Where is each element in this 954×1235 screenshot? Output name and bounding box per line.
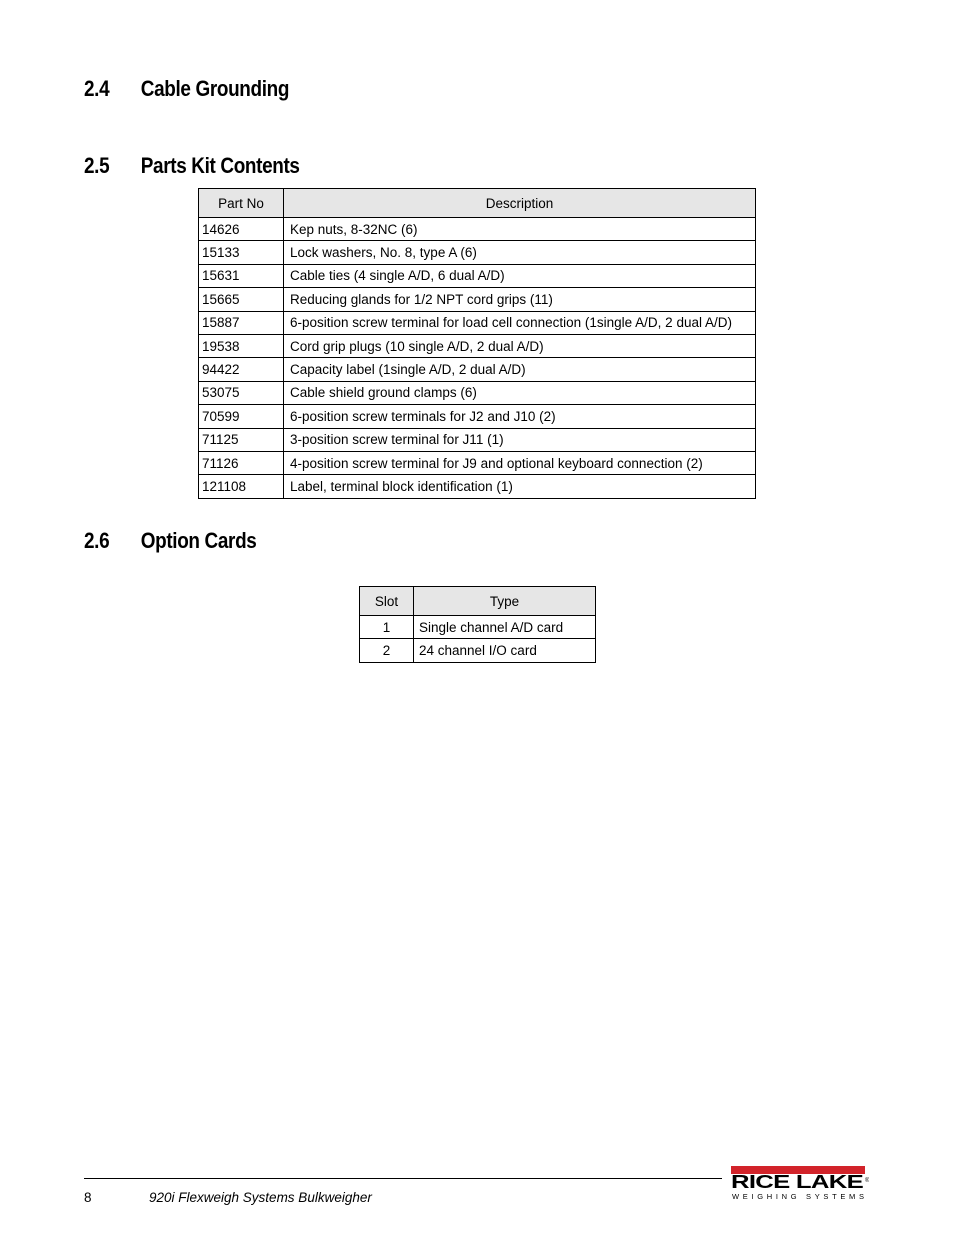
- column-header-slot: Slot: [360, 587, 414, 616]
- logo-wordmark: RICE LAKE: [731, 1172, 864, 1192]
- table-cell-key: 53075: [199, 381, 284, 404]
- option-cards-table: [359, 586, 596, 663]
- table-header-row: [199, 189, 756, 218]
- page-number: 8: [84, 1190, 92, 1205]
- table-row: [199, 218, 756, 241]
- table-header-row: [360, 587, 596, 616]
- section-heading-2-6: [84, 528, 256, 554]
- table-cell-key: 19538: [199, 334, 284, 357]
- column-header-part-no: Part No: [199, 189, 284, 218]
- section-title: Option Cards: [140, 528, 257, 553]
- section-title: Cable Grounding: [140, 76, 290, 101]
- rice-lake-logo: [729, 1166, 869, 1202]
- section-heading-2-4: [84, 76, 289, 102]
- table-row: [199, 405, 756, 428]
- table-cell-key: 2: [360, 639, 414, 662]
- section-number: 2.4: [84, 76, 110, 101]
- table-cell-key: 14626: [199, 218, 284, 241]
- column-header-type: Type: [414, 587, 596, 616]
- table-cell-value: Label, terminal block identification (1): [284, 475, 756, 498]
- section-title: Parts Kit Contents: [140, 153, 300, 178]
- table-row: [360, 639, 596, 662]
- table-row: [199, 451, 756, 474]
- section-heading-2-5: [84, 153, 300, 179]
- table-cell-value: Capacity label (1single A/D, 2 dual A/D): [284, 358, 756, 381]
- table-row: [199, 241, 756, 264]
- table-cell-key: 94422: [199, 358, 284, 381]
- table-cell-value: Kep nuts, 8-32NC (6): [284, 218, 756, 241]
- table-cell-key: 71126: [199, 451, 284, 474]
- table-row: [199, 428, 756, 451]
- table-cell-key: 15887: [199, 311, 284, 334]
- table-row: [199, 475, 756, 498]
- table-row: [199, 288, 756, 311]
- table-row: [360, 616, 596, 639]
- table-row: [199, 381, 756, 404]
- table-cell-key: 1: [360, 616, 414, 639]
- table-cell-key: 15133: [199, 241, 284, 264]
- table-cell-value: 3-position screw terminal for J11 (1): [284, 428, 756, 451]
- registered-mark: ®: [865, 1178, 869, 1184]
- table-cell-value: 24 channel I/O card: [414, 639, 596, 662]
- column-header-description: Description: [284, 189, 756, 218]
- table-cell-value: Reducing glands for 1/2 NPT cord grips (11): [284, 288, 756, 311]
- table-cell-value: Single channel A/D card: [414, 616, 596, 639]
- table-cell-value: Cable shield ground clamps (6): [284, 381, 756, 404]
- section-number: 2.5: [84, 153, 110, 178]
- footer-divider: [84, 1178, 722, 1179]
- table-cell-value: Cable ties (4 single A/D, 6 dual A/D): [284, 264, 756, 287]
- table-cell-key: 15631: [199, 264, 284, 287]
- table-row: [199, 264, 756, 287]
- table-row: [199, 311, 756, 334]
- table-cell-key: 121108: [199, 475, 284, 498]
- table-row: [199, 358, 756, 381]
- table-cell-value: 4-position screw terminal for J9 and optional keyboard connection (2): [284, 451, 756, 474]
- table-row: [199, 334, 756, 357]
- table-cell-key: 71125: [199, 428, 284, 451]
- table-cell-value: 6-position screw terminal for load cell connection (1single A/D, 2 dual A/D): [284, 311, 756, 334]
- table-cell-key: 70599: [199, 405, 284, 428]
- section-number: 2.6: [84, 528, 110, 553]
- table-cell-value: Cord grip plugs (10 single A/D, 2 dual A/D): [284, 334, 756, 357]
- logo-tagline: WEIGHING SYSTEMS: [732, 1192, 864, 1201]
- table-cell-key: 15665: [199, 288, 284, 311]
- document-title: 920i Flexweigh Systems Bulkweigher: [149, 1190, 372, 1205]
- table-cell-value: 6-position screw terminals for J2 and J10 (2): [284, 405, 756, 428]
- table-cell-value: Lock washers, No. 8, type A (6): [284, 241, 756, 264]
- parts-kit-table: [198, 188, 756, 499]
